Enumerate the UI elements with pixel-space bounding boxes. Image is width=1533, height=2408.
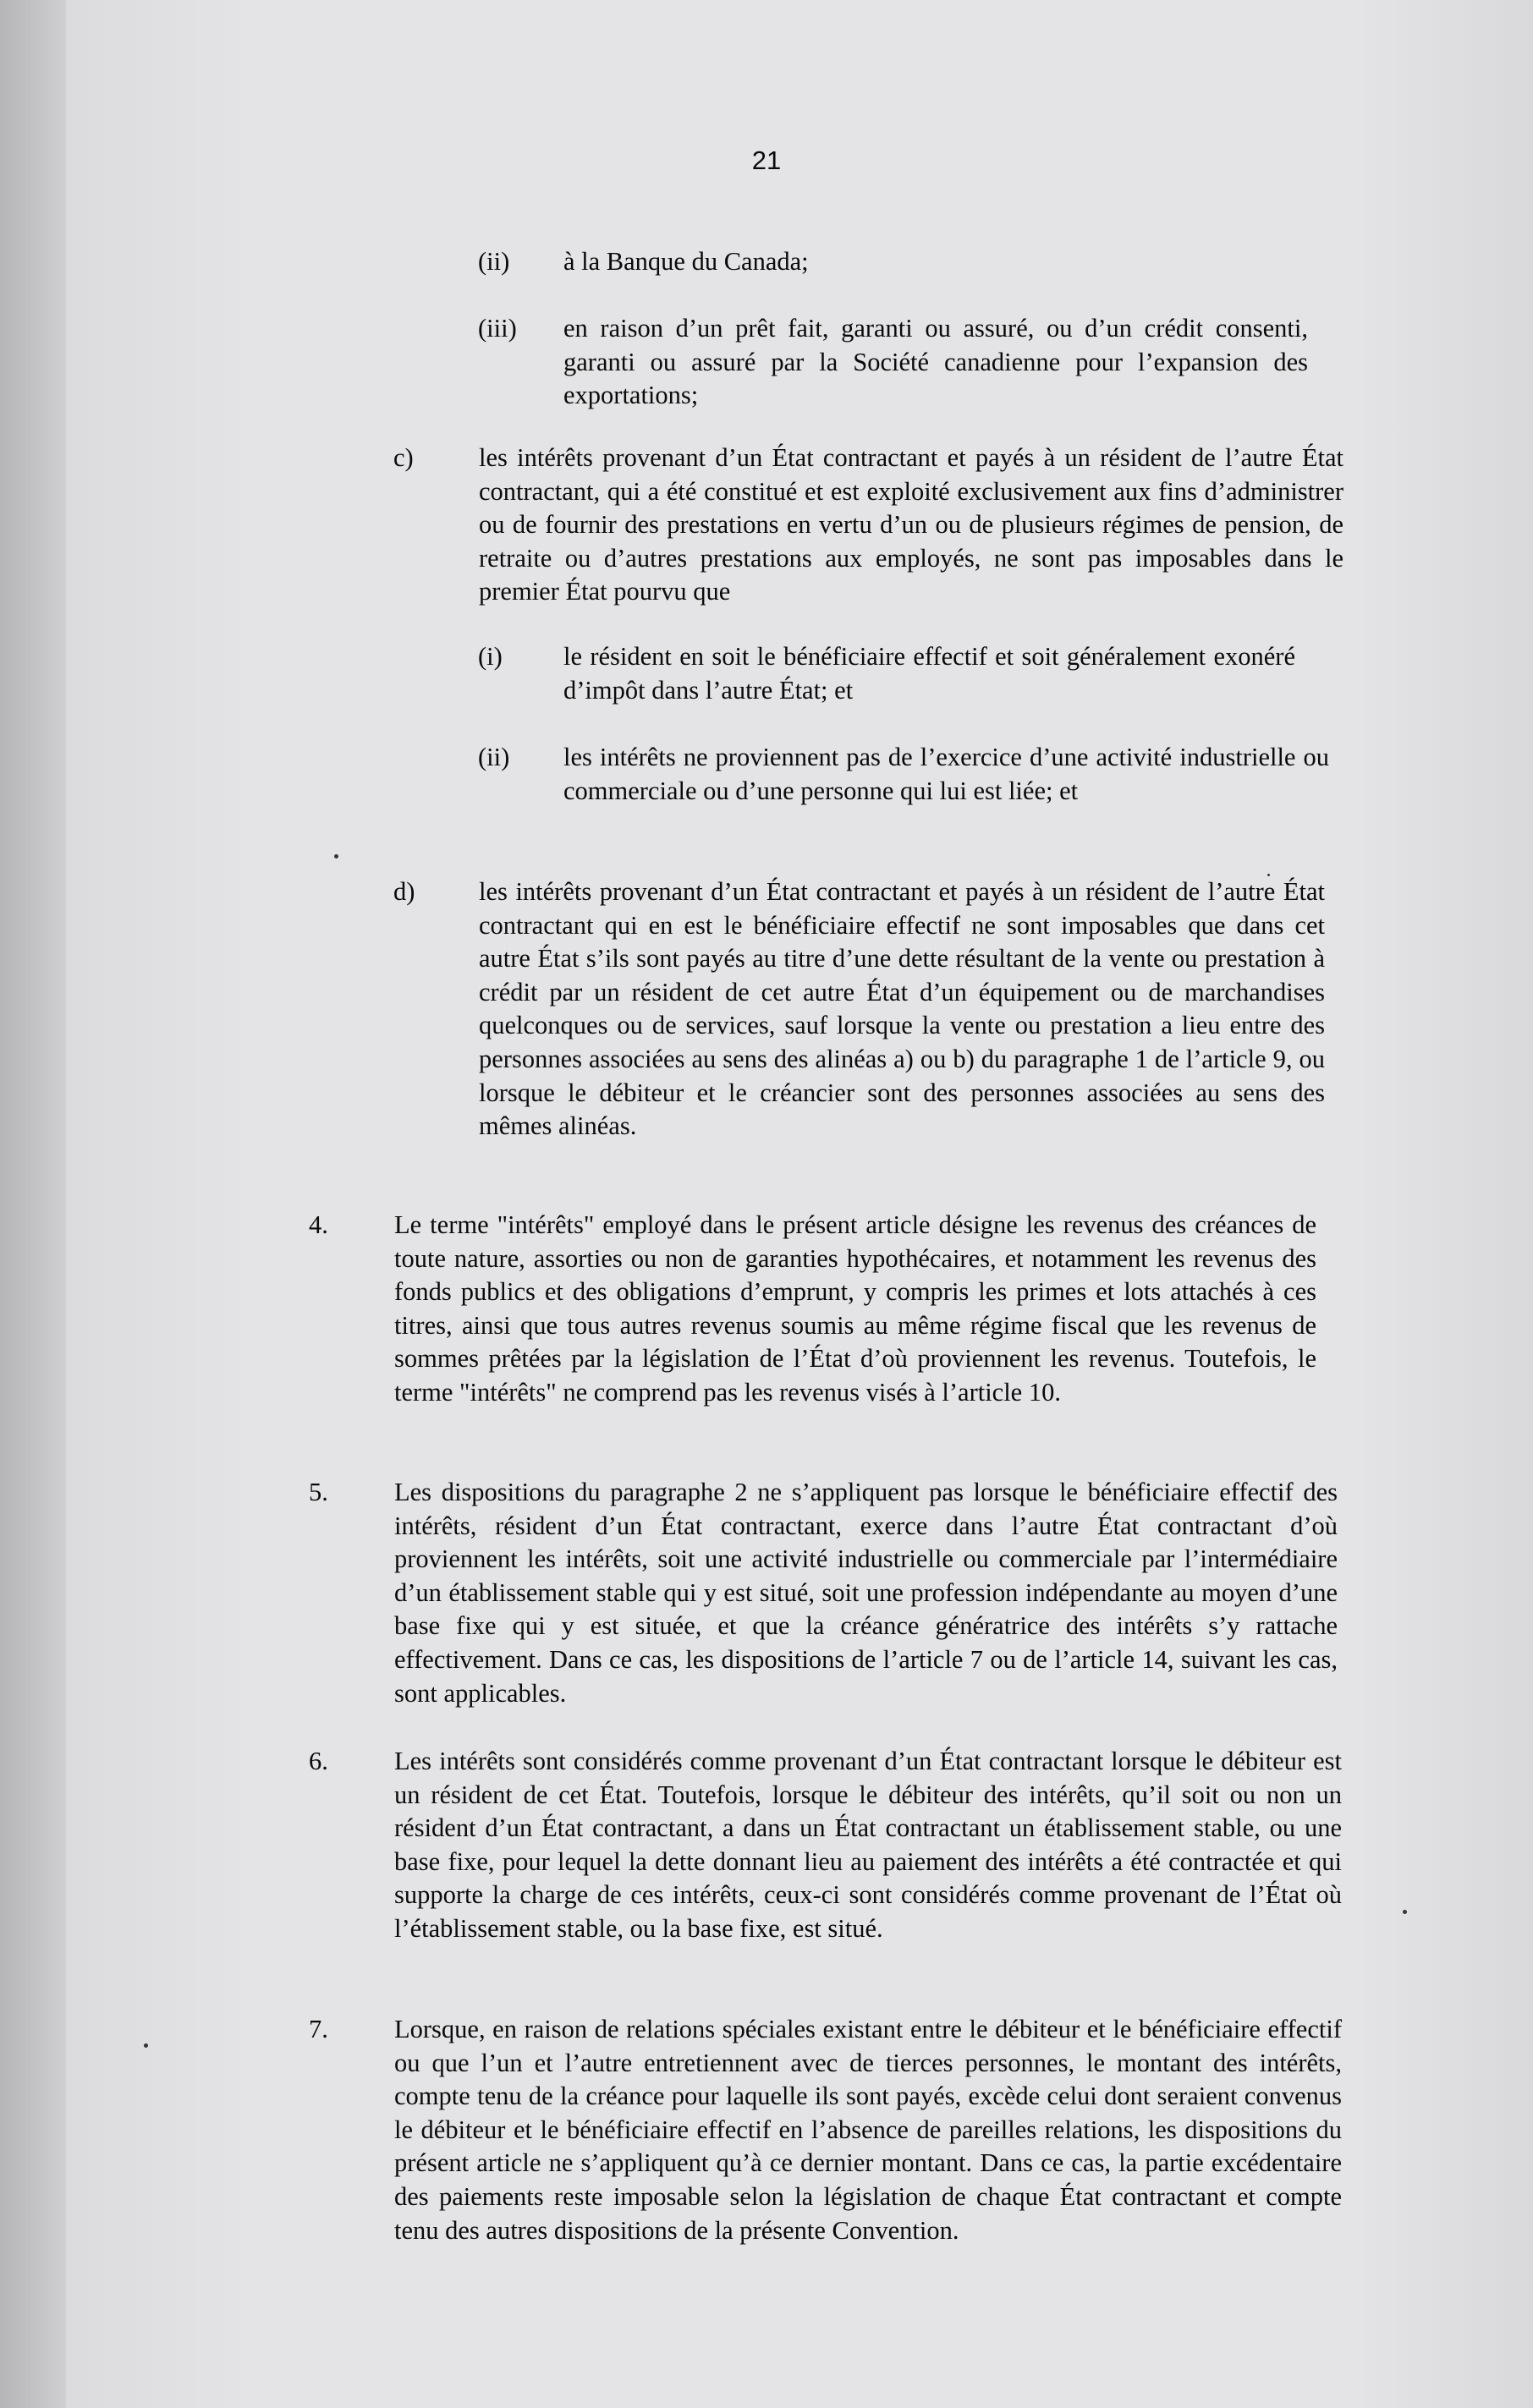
scan-speck [1267,874,1270,876]
paragraph-number-5: 5. [309,1478,328,1506]
paragraph-7: Lorsque, en raison de relations spéciales existant entre le débiteur et le bénéficiaire effectif ou que l’un et l’autre entretiennent avec de tierces personnes, le montant des intérêts, compte tenu de la créance pour laquelle ils sont payés, excède celui dont seraient convenus le débiteur et le bénéficiaire effectif en l’absence de pareilles relations, les dispositions du présent article ne s’appliquent qu’à ce dernier montant. Dans ce cas, la partie excédentaire des paiements reste imposable selon la législation de chaque État contractant et compte tenu des autres dispositions de la présente Convention. [394,2015,1342,2245]
scan-speck [1403,1910,1407,1914]
scan-speck [334,854,338,858]
item-label-iii: (iii) [478,314,517,343]
item-text-i: le résident en soit le bénéficiaire effectif et soit généralement exonéré d’impôt dans l’autre État; et [563,642,1295,705]
item-label-d: d) [393,877,415,906]
item-text-iii: en raison d’un prêt fait, garanti ou assuré, ou d’un crédit consenti, garanti ou assuré par la Société canadienne pour l’expansion des exportations; [563,314,1308,410]
paragraph-number-6: 6. [309,1747,328,1775]
item-text-d: les intérêts provenant d’un État contractant et payés à un résident de l’autre État contractant qui en est le bénéficiaire effectif ne sont imposables que dans cet autre État s’ils sont payés au titre d’une dette résultant de la vente ou prestation à crédit par un résident de cet autre État d’un équipement ou de marchandises quelconques ou de services, sauf lorsque la vente ou prestation a lieu entre des personnes associées au sens des alinéas a) ou b) du paragraphe 1 de l’article 9, ou lorsque le débiteur et le créancier sont des personnes associées au sens des mêmes alinéas. [479,877,1325,1141]
paragraph-number-7: 7. [309,2015,328,2043]
item-text-c: les intérêts provenant d’un État contractant et payés à un résident de l’autre État contractant, qui a été constitué et est exploité exclusivement aux fins d’administrer ou de fournir des prestations en vertu d’un ou de plusieurs régimes de pension, de retraite ou d’autres prestations aux employés, ne sont pas imposables dans le premier État pourvu que [479,443,1343,606]
paragraph-6: Les intérêts sont considérés comme provenant d’un État contractant lorsque le débiteur est un résident de cet État. Toutefois, lorsque le débiteur des intérêts, qu’il soit ou non un résident d’un État contractant, a dans un État contractant un établissement stable, ou une base fixe, pour lequel la dette donnant lieu au paiement des intérêts a été contractée et qui supporte la charge de ces intérêts, ceux-ci sont considérés comme provenant de l’État où l’établissement stable, ou la base fixe, est situé. [394,1747,1342,1943]
item-label-ii-a: (ii) [478,247,510,276]
page-binding-edge [0,0,66,2408]
paragraph-5: Les dispositions du paragraphe 2 ne s’appliquent pas lorsque le bénéficiaire effectif des intérêts, résident d’un État contractant, exerce dans l’autre État contractant d’où proviennent les intérêts, soit une activité industrielle ou commerciale par l’intermédiaire d’un établissement stable qui y est situé, soit une profession indépendante au moyen d’une base fixe qui y est située, et que la créance génératrice des intérêts s’y rattache effectivement. Dans ce cas, les dispositions de l’article 7 ou de l’article 14, suivant les cas, sont applicables. [394,1478,1338,1708]
page-number: 21 [751,145,782,175]
item-text-ii-b: les intérêts ne proviennent pas de l’exercice d’une activité industrielle ou commerciale ou d’une personne qui lui est liée; et [563,743,1329,805]
item-label-i: (i) [478,642,503,671]
paragraph-number-4: 4. [309,1210,328,1239]
item-label-ii-b: (ii) [478,743,510,771]
scan-speck [144,2043,148,2048]
paragraph-4: Le terme "intérêts" employé dans le présent article désigne les revenus des créances de toute nature, assorties ou non de garanties hypothécaires, et notamment les revenus des fonds publics et des obligations d’emprunt, y compris les primes et lots attachés à ces titres, ainsi que tous autres revenus soumis au même régime fiscal que les revenus de sommes prêtées par la législation de l’État d’où proviennent les revenus. Toutefois, le terme "intérêts" ne comprend pas les revenus visés à l’article 10. [394,1210,1316,1407]
item-text-ii-a: à la Banque du Canada; [563,247,809,276]
item-label-c: c) [393,443,414,472]
